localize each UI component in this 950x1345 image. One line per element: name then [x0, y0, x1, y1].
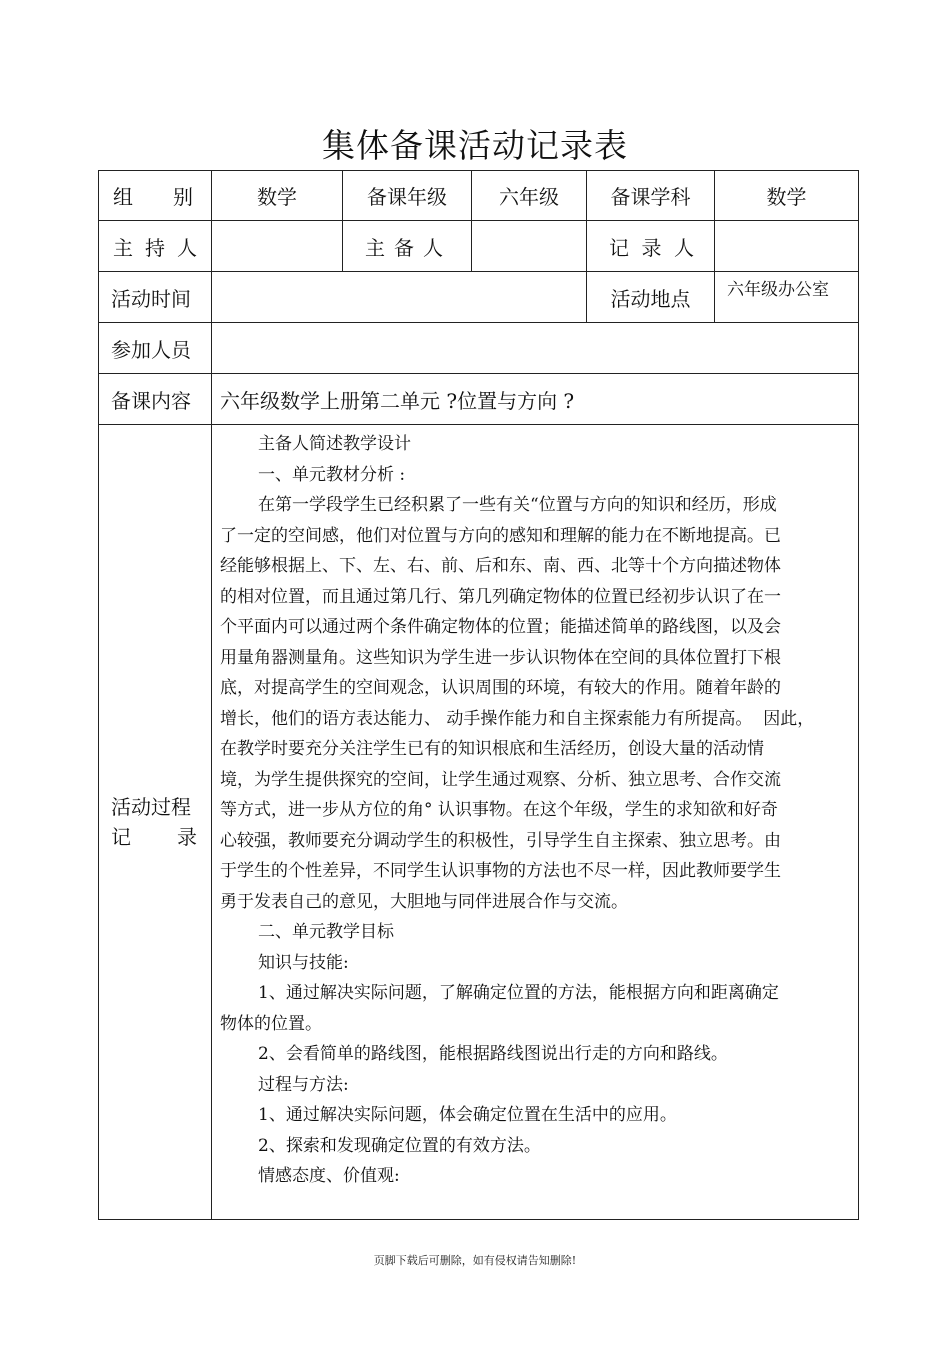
content-line: 二、单元教学目标	[258, 922, 394, 942]
content-line: 2、会看简单的路线图，能根据路线图说出行走的方向和路线。	[258, 1044, 728, 1064]
main-preparer-label-char: 主	[365, 235, 385, 260]
group-label-cell	[99, 171, 212, 221]
content-line: 在教学时要充分关注学生已有的知识根底和生活经历，创设大量的活动情	[220, 739, 764, 759]
content-line: 底，对提高学生的空间观念，认识周围的环境，有较大的作用。随着年龄的	[220, 678, 781, 698]
table-row-attendees	[99, 323, 859, 374]
content-line: 经能够根据上、下、左、右、前、后和东、南、西、北等十个方向描述物体	[220, 556, 781, 576]
content-label: 备课内容	[99, 374, 212, 425]
attendees-label: 参加人员	[99, 323, 212, 374]
content-line: 的相对位置，而且通过第几行、第几列确定物体的位置已经初步认识了在一	[220, 586, 781, 607]
main-preparer-label-char: 人	[423, 235, 443, 260]
content-line: 知识与技能:	[258, 952, 349, 973]
grade-value: 六年级	[472, 171, 587, 221]
content-line: 心较强，教师要充分调动学生的积极性，引导学生自主探索、独立思考。由	[220, 830, 781, 851]
table-row-process	[99, 425, 859, 1220]
time-label: 活动时间	[99, 272, 212, 323]
process-label-line2	[111, 822, 197, 852]
content-line: 境，为学生提供探究的空间，让学生通过观察、分析、独立思考、合作交流	[220, 769, 781, 790]
content-line: 一、单元教材分析 :	[258, 464, 406, 485]
main-preparer-label-cell	[343, 221, 472, 272]
place-label: 活动地点	[587, 272, 715, 323]
host-label-char: 主	[113, 235, 133, 260]
content-line: 用量角器测量角。这些知识为学生进一步认识物体在空间的具体位置打下根	[220, 647, 781, 668]
process-content	[212, 425, 859, 1220]
record-table	[98, 170, 859, 1220]
content-line: 勇于发表自己的意见，大胆地与同伴进展合作与交流。	[220, 891, 628, 912]
recorder-label-cell	[587, 221, 715, 272]
content-line: 2、探索和发现确定位置的有效方法。	[258, 1135, 541, 1156]
host-label-char: 持	[145, 235, 165, 260]
main-preparer-value	[472, 221, 587, 272]
host-label-cell	[99, 221, 212, 272]
host-label-char: 人	[177, 235, 197, 260]
group-label-char: 组	[113, 185, 133, 209]
subject-value: 数学	[715, 171, 859, 221]
process-label-line1: 活动过程	[111, 795, 191, 819]
content-line: 增长，他们的语方表达能力、 动手操作能力和自主探索能力有所提高。 因此，	[220, 708, 815, 729]
content-line: 主备人简述教学设计	[258, 434, 411, 454]
content-line: 于学生的个性差异，不同学生认识事物的方法也不尽一样，因此教师要学生	[220, 861, 781, 881]
content-line: 个平面内可以通过两个条件确定物体的位置；能描述简单的路线图，以及会	[220, 617, 781, 637]
attendees-value	[212, 323, 859, 374]
table-row-time-place	[99, 272, 859, 323]
content-line: 等方式，进一步从方位的角° 认识事物。在这个年级，学生的求知欲和好奇	[220, 800, 778, 820]
grade-label: 备课年级	[343, 171, 472, 221]
group-label-char: 别	[173, 185, 193, 209]
content-line: 过程与方法:	[258, 1074, 349, 1095]
time-value	[212, 272, 587, 323]
page-footer: 页脚下载后可删除，如有侵权请告知删除!	[373, 1254, 577, 1267]
process-label-char: 录	[177, 825, 197, 849]
content-line: 1、通过解决实际问题，了解确定位置的方法，能根据方向和距离确定	[258, 983, 779, 1003]
table-row-people	[99, 221, 859, 272]
host-value	[212, 221, 343, 272]
recorder-value	[715, 221, 859, 272]
content-line: 情感态度、价值观:	[258, 1166, 400, 1186]
table-row-header	[99, 171, 859, 221]
content-line: 了一定的空间感，他们对位置与方向的感知和理解的能力在不断地提高。已	[220, 525, 781, 546]
table-row-content	[99, 374, 859, 425]
place-value: 六年级办公室	[715, 272, 859, 323]
process-label-cell	[99, 425, 212, 1220]
page-title: 集体备课活动记录表	[322, 126, 628, 165]
content-line: 物体的位置。	[220, 1013, 322, 1034]
main-preparer-label-char: 备	[394, 235, 414, 260]
group-value: 数学	[212, 171, 343, 221]
recorder-label-char: 人	[674, 235, 694, 260]
subject-label: 备课学科	[587, 171, 715, 221]
content-value: 六年级数学上册第二单元 ?位置与方向 ?	[212, 374, 859, 425]
content-line: 1、通过解决实际问题，体会确定位置在生活中的应用。	[258, 1105, 677, 1125]
recorder-label-char: 录	[641, 235, 662, 260]
process-label-char: 记	[111, 825, 131, 849]
recorder-label-char: 记	[609, 235, 629, 260]
content-line: 在第一学段学生已经积累了一些有关“位置与方向的知识和经历，形成	[258, 495, 777, 515]
